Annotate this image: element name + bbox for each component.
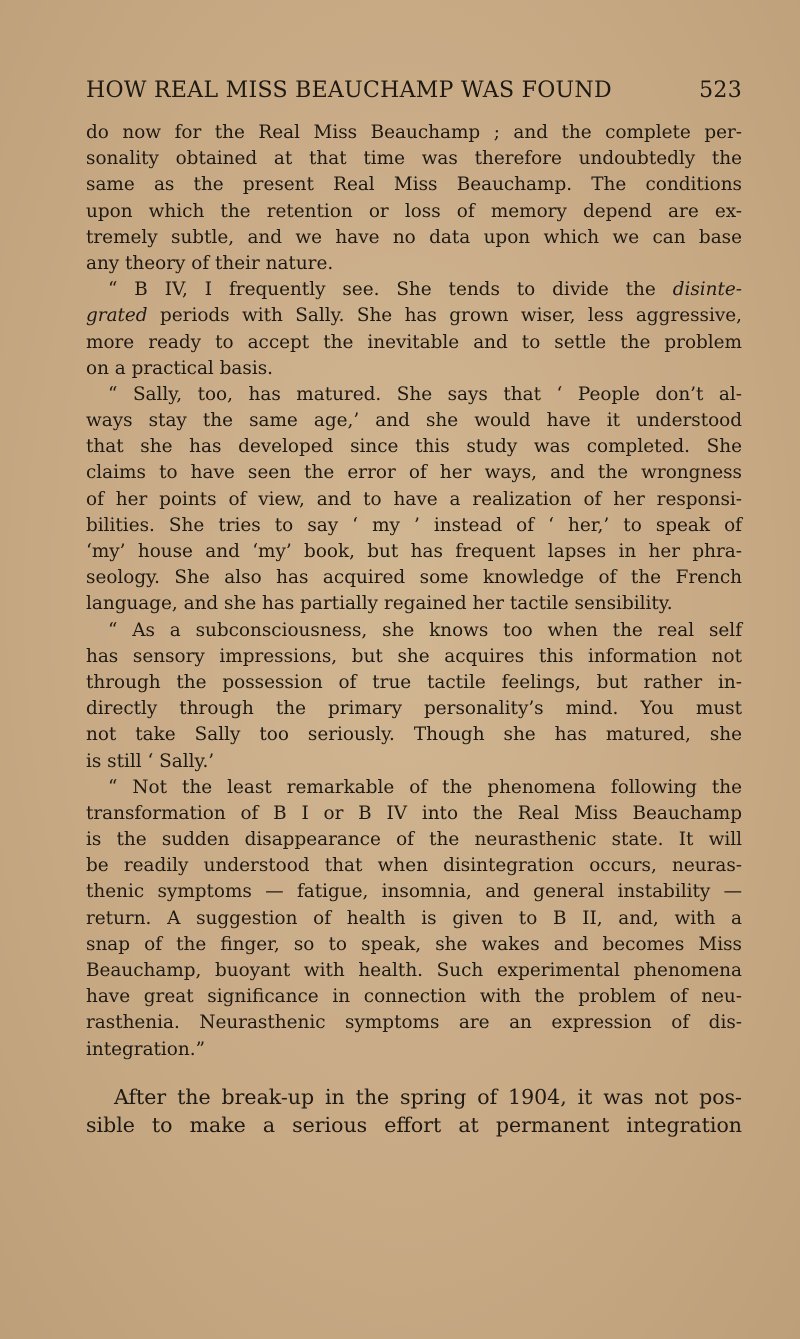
text-line: is the sudden disappearance of the neurasthenic state. It will xyxy=(86,829,742,851)
text-line: more ready to accept the inevitable and to settle the problem xyxy=(86,331,742,353)
text-line: snap of the finger, so to speak, she wakes and becomes Miss xyxy=(86,933,742,955)
text-line: “ Not the least remarkable of the phenomena following the xyxy=(108,776,742,798)
text-line: claims to have seen the error of her ways, and the wrongness xyxy=(86,462,742,484)
text-line: any theory of their nature. xyxy=(86,252,334,274)
text-line xyxy=(86,277,742,303)
running-title: HOW REAL MISS BEAUCHAMP WAS FOUND xyxy=(86,78,612,103)
text-line: ways stay the same age,’ and she would have it understood xyxy=(86,410,742,432)
text-line: through the possession of true tactile feelings, but rather in- xyxy=(86,671,742,693)
text-line: integration.” xyxy=(86,1038,205,1060)
text-line: return. A suggestion of health is given to B II, and, with a xyxy=(86,907,742,929)
quoted-passage xyxy=(86,120,742,1139)
text-line: have great significance in connection with the problem of neu- xyxy=(86,986,742,1008)
text-line: upon which the retention or loss of memory depend are ex- xyxy=(86,200,742,222)
text-line: language, and she has partially regained her tactile sensibility. xyxy=(86,593,673,615)
text-line: that she has developed since this study was completed. She xyxy=(86,436,742,458)
page-number: 523 xyxy=(699,78,742,103)
italic-word: grated xyxy=(86,305,148,327)
paragraph-gap xyxy=(86,1063,742,1083)
text-line: “ Sally, too, has matured. She says that ‘ People don’t al- xyxy=(108,383,742,405)
text-line: is still ‘ Sally.’ xyxy=(86,750,215,772)
text-line xyxy=(86,303,742,329)
text-line: “ As a subconsciousness, she knows too when the real self xyxy=(108,619,742,641)
text-line: be readily understood that when disintegration occurs, neuras- xyxy=(86,855,742,877)
closing-paragraph xyxy=(86,1083,742,1139)
text-line: sible to make a serious effort at permanent integration xyxy=(86,1112,742,1137)
text-line: rasthenia. Neurasthenic symptoms are an expression of dis- xyxy=(86,1012,742,1034)
text-run: “ B IV, I frequently see. She tends to divide the xyxy=(108,279,673,301)
text-line: same as the present Real Miss Beauchamp. The conditions xyxy=(86,174,742,196)
text-run: periods with Sally. She has grown wiser, less aggressive, xyxy=(147,305,742,327)
text-line: After the break-up in the spring of 1904, it was not pos- xyxy=(114,1084,742,1109)
text-line: thenic symptoms — fatigue, insomnia, and general instability — xyxy=(86,881,742,903)
text-line: of her points of view, and to have a realization of her responsi- xyxy=(86,488,742,510)
text-line: not take Sally too seriously. Though she has matured, she xyxy=(86,724,742,746)
text-line: Beauchamp, buoyant with health. Such experimental phenomena xyxy=(86,960,742,981)
italic-word: disinte- xyxy=(672,279,742,301)
text-line: seology. She also has acquired some knowledge of the French xyxy=(86,567,742,589)
text-line: sonality obtained at that time was therefore undoubtedly the xyxy=(86,148,742,170)
text-line: ‘my’ house and ‘my’ book, but has frequent lapses in her phra- xyxy=(86,541,742,562)
text-line: do now for the Real Miss Beauchamp ; and the complete per- xyxy=(86,122,742,143)
text-line: tremely subtle, and we have no data upon which we can base xyxy=(86,226,742,248)
text-line: transformation of B I or B IV into the Real Miss Beauchamp xyxy=(86,802,742,824)
text-line: directly through the primary personality’s mind. You must xyxy=(86,698,742,720)
running-head xyxy=(86,78,742,108)
text-line: has sensory impressions, but she acquires this information not xyxy=(86,645,742,667)
text-line: bilities. She tries to say ‘ my ’ instead of ‘ her,’ to speak of xyxy=(86,514,742,536)
text-line: on a practical basis. xyxy=(86,357,274,379)
